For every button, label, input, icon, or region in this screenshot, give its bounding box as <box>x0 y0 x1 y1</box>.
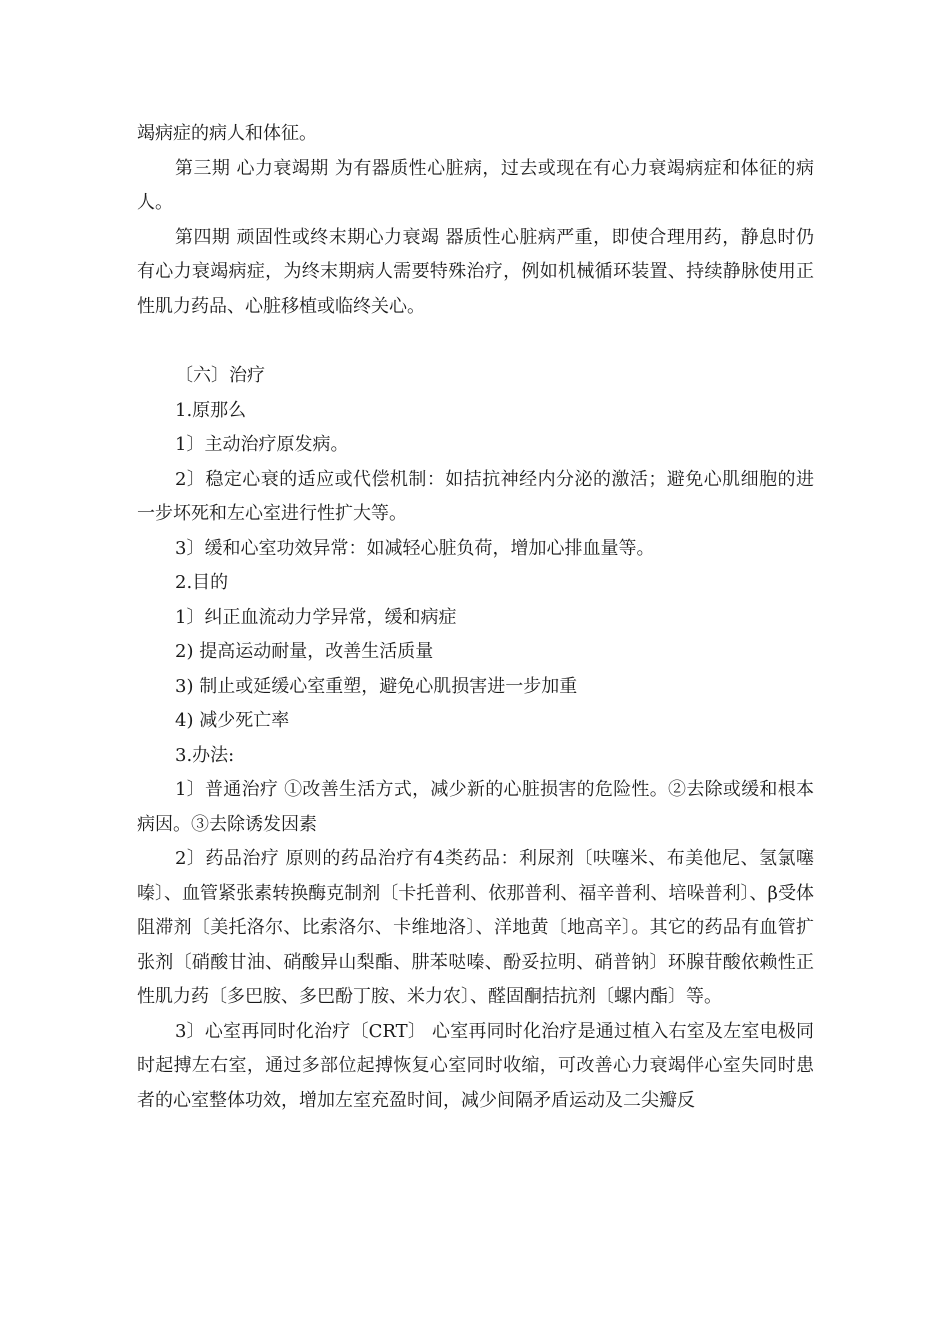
document-body <box>137 117 814 1118</box>
list-item: 1〕普通治疗 ①改善生活方式，减少新的心脏损害的危险性。②去除或缓和根本病因。③去除诱发因素 <box>137 779 814 835</box>
paragraph-stage-continuation: 竭病症的病人和体征。 <box>137 123 317 144</box>
section-heading-treatment: 〔六〕治疗 <box>175 365 265 386</box>
list-item: 2〕药品治疗 原则的药品治疗有4类药品：利尿剂〔呋噻米、布美他尼、氢氯噻嗪〕、血管紧张素转换酶克制剂〔卡托普利、依那普利、福辛普利、培哚普利〕、β受体阻滞剂〔美托洛尔、比索洛尔、卡维地洛〕、洋地黄〔地高辛〕。其它的药品有血管扩张剂〔硝酸甘油、硝酸异山梨酯、肼苯哒嗪、酚妥拉明、硝普钠〕环腺苷酸依赖性正性肌力药〔多巴胺、多巴酚丁胺、米力农〕、醛固酮拮抗剂〔螺内酯〕等。 <box>137 848 814 1007</box>
list-item: 2〕稳定心衰的适应或代偿机制：如拮抗神经内分泌的激活；避免心肌细胞的进一步坏死和左心室进行性扩大等。 <box>137 468 814 524</box>
subheading-principles: 1.原那么 <box>175 399 247 421</box>
list-item: 4) 减少死亡率 <box>175 710 290 731</box>
paragraph-stage-three: 第三期 心力衰竭期 为有器质性心脏病，过去或现在有心力衰竭病症和体征的病人。 <box>137 157 814 213</box>
subheading-methods: 3.办法: <box>175 744 235 766</box>
list-item: 3〕缓和心室功效异常：如减轻心脏负荷，增加心排血量等。 <box>175 537 655 559</box>
paragraph-stage-four: 第四期 顽固性或终末期心力衰竭 器质性心脏病严重，即使合理用药，静息时仍有心力衰竭病症，为终末期病人需要特殊治疗，例如机械循环装置、持续静脉使用正性肌力药品、心脏移植或临终关心。 <box>137 226 814 317</box>
list-item: 3) 制止或延缓心室重塑，避免心肌损害进一步加重 <box>175 675 578 697</box>
section-spacer <box>137 324 814 359</box>
list-item: 2) 提高运动耐量，改善生活质量 <box>175 641 434 662</box>
list-item: 3〕心室再同时化治疗〔CRT〕 心室再同时化治疗是通过植入右室及左室电极同时起搏左右室，通过多部位起搏恢复心室同时收缩，可改善心力衰竭伴心室失同时患者的心室整体功效，增加左室充盈时间，减少间隔矛盾运动及二尖瓣反 <box>137 1020 814 1111</box>
subheading-goals: 2.目的 <box>175 572 229 593</box>
list-item: 1〕主动治疗原发病。 <box>175 434 349 455</box>
list-item: 1〕纠正血流动力学异常，缓和病症 <box>175 606 457 628</box>
